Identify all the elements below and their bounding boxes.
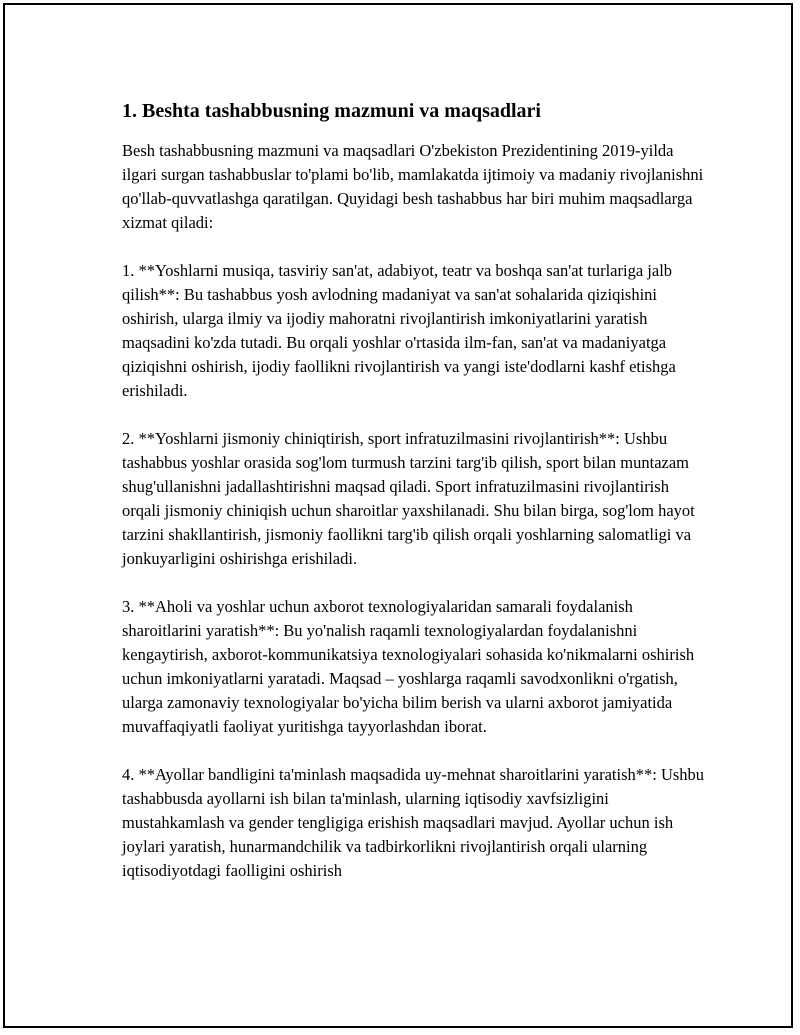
initiative-4-paragraph: 4. **Ayollar bandligini ta'minlash maqsadida uy-mehnat sharoitlarini yaratish**: Ushbu tashabbusda ayollarni ish bilan ta'minlash, ularning iqtisodiy xavfsizligini mustahkamlash va gender tengligiga erishish maqsadlari mavjud. Ayollar uchun ish joylari yaratish, hunarmandchilik va tadbirkorlikni rivojlantirish orqali ularning iqtisodiyotdagi faolligini oshirish	[122, 765, 705, 880]
initiative-3-paragraph: 3. **Aholi va yoshlar uchun axborot texnologiyalaridan samarali foydalanish sharoitlarini yaratish**: Bu yo'nalish raqamli texnologiyalardan foydalanishni kengaytirish, axborot-kommunikatsiya texnologiyalari sohasida ko'nikmalarni oshirish uchun imkoniyatlarni yaratadi. Maqsad – yoshlarga raqamli savodxonlikni o'rgatish, ularga zamonaviy texnologiyalar bo'yicha bilim berish va ularni axborot jamiyatida muvaffaqiyatli faoliyat yuritishga tayyorlashdan iborat.	[122, 597, 695, 736]
section-heading: 1. Beshta tashabbusning mazmuni va maqsadlari	[122, 100, 541, 122]
document-body	[122, 97, 707, 907]
initiative-1-paragraph: 1. **Yoshlarni musiqa, tasviriy san'at, adabiyot, teatr va boshqa san'at turlariga jalb qilish**: Bu tashabbus yosh avlodning madaniyat va san'at sohalarida qiziqishini oshirish, ularga ilmiy va ijodiy mahoratni rivojlantirish imkoniyatlarini yaratish maqsadini ko'zda tutadi. Bu orqali yoshlar o'rtasida ilm-fan, san'at va madaniyatga qiziqishni oshirish, ijodiy faollikni rivojlantirish va yangi iste'dodlarni kashf etishga erishiladi.	[122, 261, 676, 400]
page-frame	[3, 3, 793, 1028]
initiative-2-paragraph: 2. **Yoshlarni jismoniy chiniqtirish, sport infratuzilmasini rivojlantirish**: Ushbu tashabbus yoshlar orasida sog'lom turmush tarzini targ'ib qilish, sport bilan muntazam shug'ullanishni jadallashtirishni maqsad qiladi. Sport infratuzilmasini rivojlantirish orqali jismoniy chiniqish uchun sharoitlar yaxshilanadi. Shu bilan birga, sog'lom hayot tarzini shakllantirish, jismoniy faollikni targ'ib qilish orqali yoshlarning salomatligi va jonkuyarligini oshirishga erishiladi.	[122, 429, 695, 568]
intro-paragraph: Besh tashabbusning mazmuni va maqsadlari O'zbekiston Prezidentining 2019-yilda ilgari surgan tashabbuslar to'plami bo'lib, mamlakatda ijtimoiy va madaniy rivojlanishni qo'llab-quvvatlashga qaratilgan. Quyidagi besh tashabbus har biri muhim maqsadlarga xizmat qiladi:	[122, 141, 704, 232]
